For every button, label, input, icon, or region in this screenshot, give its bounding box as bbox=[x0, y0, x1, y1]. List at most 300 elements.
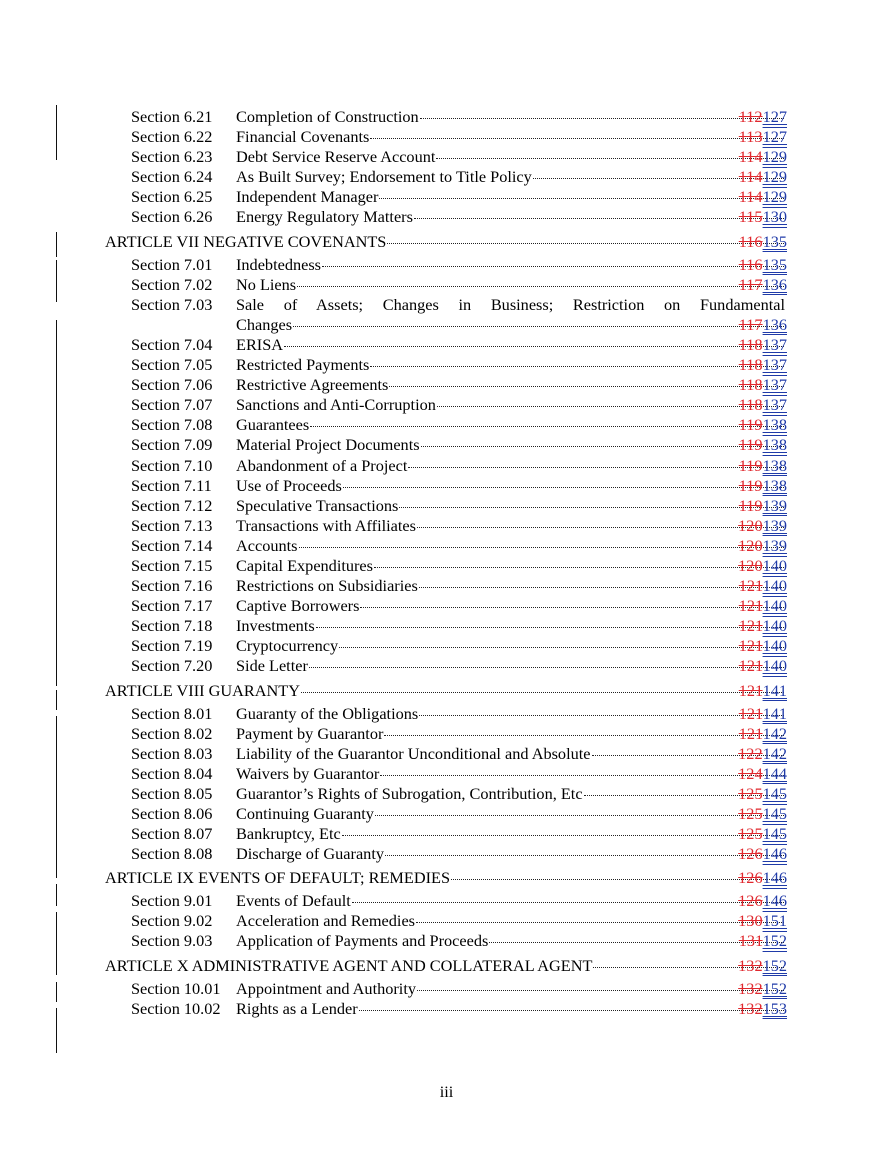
toc-entry-title bbox=[236, 616, 785, 636]
dot-leader bbox=[417, 527, 784, 528]
page-reference[interactable] bbox=[739, 395, 787, 415]
page-reference[interactable] bbox=[739, 456, 787, 476]
toc-entry-title bbox=[236, 107, 785, 127]
dot-leader bbox=[360, 607, 784, 608]
deleted-page-number: 114 bbox=[738, 167, 763, 187]
revision-change-bar bbox=[56, 912, 57, 975]
deleted-page-number: 119 bbox=[738, 415, 763, 435]
inserted-page-number[interactable]: 136 bbox=[762, 314, 787, 334]
deleted-page-number: 120 bbox=[738, 555, 763, 575]
inserted-page-number[interactable]: 141 bbox=[762, 703, 787, 723]
section-title: Restricted Payments bbox=[236, 355, 370, 375]
inserted-page-number[interactable]: 140 bbox=[762, 576, 787, 596]
inserted-page-number[interactable]: 140 bbox=[762, 616, 787, 636]
section-title: Speculative Transactions bbox=[236, 495, 399, 515]
deleted-page-number: 116 bbox=[738, 254, 763, 274]
toc-article-row[interactable] bbox=[0, 228, 893, 255]
toc-section-row[interactable] bbox=[0, 804, 893, 824]
section-number: Section 7.11 bbox=[131, 475, 212, 495]
toc-section-row[interactable] bbox=[0, 536, 893, 556]
toc-section-row[interactable] bbox=[0, 744, 893, 764]
toc-entry-title bbox=[236, 576, 785, 596]
section-number: Section 6.24 bbox=[131, 167, 213, 187]
section-title: No Liens bbox=[236, 274, 297, 294]
inserted-page-number[interactable]: 146 bbox=[762, 868, 787, 888]
page-reference[interactable] bbox=[739, 147, 787, 167]
section-number: Section 8.08 bbox=[131, 844, 213, 864]
deleted-page-number: 118 bbox=[738, 355, 763, 375]
revision-change-bar bbox=[56, 1008, 57, 1053]
toc-entry-title bbox=[105, 864, 785, 891]
toc-section-row[interactable] bbox=[0, 476, 893, 496]
inserted-page-number[interactable]: 145 bbox=[762, 804, 787, 823]
dot-leader bbox=[385, 855, 784, 856]
section-title-line2: Changes bbox=[236, 314, 293, 334]
dot-leader bbox=[419, 587, 784, 588]
toc-entry-title bbox=[236, 556, 785, 576]
revision-change-bar bbox=[56, 232, 57, 257]
section-title: Debt Service Reserve Account bbox=[236, 147, 436, 167]
page-reference[interactable] bbox=[739, 107, 787, 127]
toc-entry-title bbox=[236, 456, 785, 476]
inserted-page-number[interactable]: 135 bbox=[762, 254, 787, 274]
dot-leader bbox=[417, 990, 784, 991]
dot-leader bbox=[380, 775, 784, 776]
revision-change-bar bbox=[56, 982, 57, 1002]
page-reference[interactable] bbox=[739, 275, 787, 295]
inserted-page-number[interactable]: 139 bbox=[762, 495, 787, 515]
deleted-page-number: 115 bbox=[738, 207, 763, 227]
section-number: Section 6.23 bbox=[131, 147, 213, 167]
inserted-page-number[interactable]: 153 bbox=[762, 998, 787, 1018]
inserted-page-number[interactable]: 137 bbox=[762, 355, 787, 375]
toc-section-row[interactable] bbox=[0, 704, 893, 724]
section-number: Section 7.17 bbox=[131, 596, 213, 616]
deleted-page-number: 132 bbox=[738, 955, 763, 975]
section-number: Section 7.07 bbox=[131, 395, 213, 415]
inserted-page-number[interactable]: 129 bbox=[762, 167, 787, 187]
revision-change-bar bbox=[56, 320, 57, 686]
toc-section-row[interactable] bbox=[0, 516, 893, 536]
inserted-page-number[interactable]: 140 bbox=[762, 656, 787, 676]
toc-section-row[interactable] bbox=[0, 395, 893, 415]
page-reference[interactable] bbox=[738, 979, 787, 999]
toc-section-row[interactable] bbox=[0, 931, 893, 951]
inserted-page-number[interactable]: 139 bbox=[762, 515, 787, 535]
section-title: Guaranty of the Obligations bbox=[236, 703, 419, 723]
deleted-page-number: 116 bbox=[738, 231, 763, 251]
toc-entry-title bbox=[236, 891, 785, 911]
inserted-page-number[interactable]: 137 bbox=[762, 334, 787, 354]
page-reference[interactable] bbox=[738, 744, 787, 764]
inserted-page-number[interactable]: 138 bbox=[762, 435, 787, 455]
toc-entry-title bbox=[105, 677, 785, 704]
section-title: Indebtedness bbox=[236, 254, 321, 274]
toc-entry-title bbox=[236, 744, 785, 764]
section-title: Transactions with Affiliates bbox=[236, 515, 416, 535]
section-title: Financial Covenants bbox=[236, 127, 370, 147]
inserted-page-number[interactable]: 127 bbox=[762, 127, 787, 147]
page-reference[interactable] bbox=[739, 375, 787, 395]
page-reference[interactable] bbox=[739, 167, 787, 187]
inserted-page-number[interactable]: 152 bbox=[762, 978, 787, 998]
section-number: Section 8.03 bbox=[131, 743, 213, 763]
inserted-page-number[interactable]: 145 bbox=[762, 783, 787, 803]
dot-leader bbox=[419, 715, 784, 716]
inserted-page-number[interactable]: 146 bbox=[762, 891, 787, 911]
deleted-page-number: 118 bbox=[738, 395, 763, 415]
page-reference[interactable] bbox=[739, 636, 787, 656]
section-number: Section 7.08 bbox=[131, 415, 213, 435]
dot-leader bbox=[342, 835, 784, 836]
inserted-page-number[interactable]: 136 bbox=[762, 274, 787, 294]
toc-entry-title bbox=[105, 952, 785, 979]
section-number: Section 8.04 bbox=[131, 763, 213, 783]
section-number: Section 9.02 bbox=[131, 911, 213, 931]
dot-leader bbox=[284, 346, 784, 347]
section-title: ERISA bbox=[236, 334, 284, 354]
section-number: Section 8.07 bbox=[131, 824, 213, 844]
toc-section-row[interactable] bbox=[0, 415, 893, 435]
inserted-page-number[interactable]: 151 bbox=[762, 911, 787, 931]
page-reference[interactable] bbox=[738, 824, 787, 844]
toc-entry-title bbox=[236, 804, 785, 824]
toc-entry-title bbox=[236, 596, 785, 616]
inserted-page-number[interactable]: 135 bbox=[762, 231, 787, 251]
toc-entry-title bbox=[236, 187, 785, 207]
inserted-page-number[interactable]: 129 bbox=[762, 187, 787, 207]
section-title: Application of Payments and Proceeds bbox=[236, 931, 489, 951]
deleted-page-number: 131 bbox=[738, 931, 763, 951]
dot-leader bbox=[408, 467, 784, 468]
toc-section-row[interactable] bbox=[0, 496, 893, 516]
dot-leader bbox=[421, 446, 784, 447]
toc-section-row[interactable] bbox=[0, 764, 893, 784]
dot-leader bbox=[414, 218, 784, 219]
toc-section-row[interactable] bbox=[0, 127, 893, 147]
deleted-page-number: 125 bbox=[738, 804, 763, 823]
inserted-page-number[interactable]: 137 bbox=[762, 395, 787, 415]
section-number: Section 7.02 bbox=[131, 274, 213, 294]
section-number: Section 7.05 bbox=[131, 355, 213, 375]
page-reference[interactable] bbox=[739, 187, 787, 207]
toc-section-row[interactable] bbox=[0, 335, 893, 355]
deleted-page-number: 130 bbox=[738, 911, 763, 931]
section-title: Completion of Construction bbox=[236, 107, 419, 126]
toc-entry-title bbox=[236, 476, 785, 496]
inserted-page-number[interactable]: 144 bbox=[762, 763, 787, 783]
page-reference[interactable] bbox=[739, 677, 787, 704]
section-number: Section 8.05 bbox=[131, 783, 213, 803]
section-title: Events of Default bbox=[236, 891, 351, 911]
section-title: Accounts bbox=[236, 535, 298, 555]
section-number: Section 8.02 bbox=[131, 723, 213, 743]
page-reference[interactable] bbox=[738, 784, 787, 804]
dot-leader bbox=[436, 158, 784, 159]
section-number: Section 6.22 bbox=[131, 127, 213, 147]
deleted-page-number: 114 bbox=[738, 147, 763, 167]
revision-change-bar bbox=[56, 690, 57, 710]
page-reference[interactable] bbox=[738, 911, 787, 931]
section-title: Captive Borrowers bbox=[236, 596, 360, 616]
dot-leader bbox=[310, 426, 784, 427]
toc-section-row[interactable] bbox=[0, 147, 893, 167]
inserted-page-number[interactable]: 145 bbox=[762, 824, 787, 844]
toc-section-row[interactable] bbox=[0, 435, 893, 455]
inserted-page-number[interactable]: 142 bbox=[762, 743, 787, 763]
page-reference[interactable] bbox=[739, 576, 787, 596]
toc-section-row[interactable] bbox=[0, 255, 893, 275]
deleted-page-number: 119 bbox=[738, 435, 763, 455]
deleted-page-number: 126 bbox=[738, 868, 763, 888]
inserted-page-number[interactable]: 129 bbox=[762, 147, 787, 167]
page-reference[interactable] bbox=[739, 127, 787, 147]
section-number: Section 9.03 bbox=[131, 931, 213, 951]
inserted-page-number[interactable]: 127 bbox=[762, 107, 787, 126]
toc-section-row[interactable] bbox=[0, 275, 893, 295]
page-reference[interactable] bbox=[739, 476, 787, 496]
page-reference[interactable] bbox=[739, 931, 787, 951]
toc-entry-title bbox=[236, 999, 785, 1019]
page-reference[interactable] bbox=[738, 952, 787, 979]
section-number: Section 8.06 bbox=[131, 804, 213, 823]
inserted-page-number[interactable]: 146 bbox=[762, 844, 787, 864]
section-number: Section 6.25 bbox=[131, 187, 213, 207]
section-number: Section 7.12 bbox=[131, 495, 213, 515]
section-number: Section 7.16 bbox=[131, 576, 213, 596]
deleted-page-number: 121 bbox=[738, 636, 763, 656]
dot-leader bbox=[416, 922, 784, 923]
toc-section-row[interactable] bbox=[0, 784, 893, 804]
dot-leader bbox=[297, 286, 784, 287]
dot-leader bbox=[370, 366, 784, 367]
section-number: Section 10.01 bbox=[131, 978, 221, 998]
deleted-page-number: 125 bbox=[738, 824, 763, 844]
toc-entry-title bbox=[236, 315, 785, 335]
toc-entry-title bbox=[236, 636, 785, 656]
page-reference[interactable] bbox=[738, 891, 787, 911]
dot-leader bbox=[309, 667, 784, 668]
section-number: Section 7.14 bbox=[131, 535, 213, 555]
toc-section-row[interactable] bbox=[0, 979, 893, 999]
toc-entry-title bbox=[236, 724, 785, 744]
page-reference[interactable] bbox=[739, 596, 787, 616]
inserted-page-number[interactable]: 139 bbox=[762, 535, 787, 555]
page-reference[interactable] bbox=[739, 435, 787, 455]
toc-entry-title bbox=[236, 147, 785, 167]
section-title: Cryptocurrency bbox=[236, 636, 339, 656]
toc-section-row[interactable] bbox=[0, 167, 893, 187]
toc-section-row[interactable] bbox=[0, 891, 893, 911]
toc-entry-title bbox=[236, 435, 785, 455]
toc-entry-title bbox=[236, 764, 785, 784]
inserted-page-number[interactable]: 152 bbox=[762, 931, 787, 951]
section-title: Capital Expenditures bbox=[236, 555, 373, 575]
toc-section-row[interactable] bbox=[0, 911, 893, 931]
toc-section-row[interactable] bbox=[0, 107, 893, 127]
toc-section-row[interactable] bbox=[0, 375, 893, 395]
toc-entry-title bbox=[236, 496, 785, 516]
page-reference[interactable] bbox=[739, 496, 787, 516]
revision-change-bar bbox=[56, 884, 57, 906]
toc-section-row[interactable] bbox=[0, 616, 893, 636]
inserted-page-number[interactable]: 140 bbox=[762, 596, 787, 616]
revision-change-bar bbox=[56, 716, 57, 878]
inserted-page-number[interactable]: 141 bbox=[762, 680, 787, 700]
toc-section-row[interactable] bbox=[0, 724, 893, 744]
page-reference[interactable] bbox=[738, 999, 787, 1019]
section-title: Discharge of Guaranty bbox=[236, 844, 384, 864]
page-reference[interactable] bbox=[739, 656, 787, 676]
deleted-page-number: 132 bbox=[738, 978, 763, 998]
toc-section-row[interactable] bbox=[0, 456, 893, 476]
section-title: Abandonment of a Project bbox=[236, 455, 408, 475]
section-title: Investments bbox=[236, 616, 315, 636]
dot-leader bbox=[293, 326, 784, 327]
article-title: ARTICLE X ADMINISTRATIVE AGENT AND COLLATERAL AGENT bbox=[105, 955, 593, 975]
dot-leader bbox=[437, 406, 784, 407]
dot-leader bbox=[399, 507, 784, 508]
dot-leader bbox=[384, 735, 784, 736]
toc-section-row[interactable] bbox=[0, 187, 893, 207]
toc-entry-title bbox=[236, 255, 785, 275]
toc-section-row[interactable] bbox=[0, 844, 893, 864]
page-reference[interactable] bbox=[739, 355, 787, 375]
toc-entry-title bbox=[236, 335, 785, 355]
page-reference[interactable] bbox=[738, 864, 787, 891]
page-reference[interactable] bbox=[739, 724, 787, 744]
toc-entry-title bbox=[236, 375, 785, 395]
page-reference[interactable] bbox=[739, 315, 787, 335]
article-title: ARTICLE IX EVENTS OF DEFAULT; REMEDIES bbox=[105, 868, 450, 888]
section-title: Guarantees bbox=[236, 415, 310, 435]
section-number: Section 10.02 bbox=[131, 998, 221, 1018]
dot-leader bbox=[316, 627, 784, 628]
section-title: Waivers by Guarantor bbox=[236, 763, 380, 783]
deleted-page-number: 122 bbox=[738, 743, 763, 763]
dot-leader bbox=[339, 647, 784, 648]
deleted-page-number: 117 bbox=[738, 314, 763, 334]
deleted-page-number: 118 bbox=[738, 334, 763, 354]
revision-change-bar bbox=[56, 105, 57, 160]
toc-section-row[interactable] bbox=[0, 576, 893, 596]
page-reference[interactable] bbox=[738, 516, 787, 536]
section-number: Section 7.10 bbox=[131, 455, 213, 475]
toc-entry-title bbox=[236, 167, 785, 187]
inserted-page-number[interactable]: 138 bbox=[762, 415, 787, 435]
dot-leader bbox=[374, 567, 784, 568]
toc-article-row[interactable] bbox=[0, 864, 893, 891]
deleted-page-number: 118 bbox=[738, 375, 763, 395]
toc-entry-title bbox=[236, 784, 785, 804]
page-reference[interactable] bbox=[738, 764, 787, 784]
toc-entry-title bbox=[236, 844, 785, 864]
toc-section-row[interactable] bbox=[0, 999, 893, 1019]
dot-leader bbox=[375, 815, 784, 816]
toc-section-row[interactable] bbox=[0, 824, 893, 844]
toc-article-row[interactable] bbox=[0, 952, 893, 979]
toc-section-row[interactable] bbox=[0, 556, 893, 576]
page-reference[interactable] bbox=[739, 704, 787, 724]
inserted-page-number[interactable]: 152 bbox=[762, 955, 787, 975]
deleted-page-number: 121 bbox=[738, 596, 763, 616]
page-reference[interactable] bbox=[738, 536, 787, 556]
toc-section-row[interactable] bbox=[0, 295, 893, 335]
deleted-page-number: 126 bbox=[738, 844, 763, 864]
deleted-page-number: 120 bbox=[738, 515, 763, 535]
inserted-page-number[interactable]: 130 bbox=[762, 207, 787, 227]
toc-entry-title bbox=[236, 911, 785, 931]
section-number: Section 7.04 bbox=[131, 334, 213, 354]
deleted-page-number: 126 bbox=[738, 891, 763, 911]
deleted-page-number: 119 bbox=[738, 455, 763, 475]
inserted-page-number[interactable]: 138 bbox=[762, 475, 787, 495]
toc-section-row[interactable] bbox=[0, 596, 893, 616]
section-title: Continuing Guaranty bbox=[236, 804, 374, 823]
inserted-page-number[interactable]: 140 bbox=[762, 555, 787, 575]
toc-entry-title bbox=[236, 824, 785, 844]
article-title: ARTICLE VII NEGATIVE COVENANTS bbox=[105, 231, 387, 251]
toc-section-row[interactable] bbox=[0, 656, 893, 676]
section-title: Bankruptcy, Etc bbox=[236, 824, 341, 844]
toc-section-row[interactable] bbox=[0, 207, 893, 227]
page-reference[interactable] bbox=[738, 844, 787, 864]
deleted-page-number: 117 bbox=[738, 274, 763, 294]
dot-leader bbox=[451, 879, 784, 880]
section-number: Section 7.15 bbox=[131, 555, 213, 575]
toc-entry-title bbox=[236, 516, 785, 536]
inserted-page-number[interactable]: 142 bbox=[762, 723, 787, 743]
page-reference[interactable] bbox=[739, 207, 787, 227]
page-reference[interactable] bbox=[739, 228, 787, 255]
toc-entry-title bbox=[236, 415, 785, 435]
inserted-page-number[interactable]: 137 bbox=[762, 375, 787, 395]
section-title-line1: Sale of Assets; Changes in Business; Restriction on Fundamental bbox=[236, 294, 785, 314]
section-number: Section 9.01 bbox=[131, 891, 213, 911]
deleted-page-number: 121 bbox=[738, 723, 763, 743]
section-title: Sanctions and Anti-Corruption bbox=[236, 395, 436, 415]
page-reference[interactable] bbox=[738, 556, 787, 576]
inserted-page-number[interactable]: 140 bbox=[762, 636, 787, 656]
section-number: Section 7.09 bbox=[131, 435, 213, 455]
toc-section-row[interactable] bbox=[0, 636, 893, 656]
deleted-page-number: 112 bbox=[738, 107, 763, 126]
section-number: Section 7.06 bbox=[131, 375, 213, 395]
toc-section-row[interactable] bbox=[0, 355, 893, 375]
deleted-page-number: 121 bbox=[738, 703, 763, 723]
section-title: Restrictions on Subsidiaries bbox=[236, 576, 418, 596]
dot-leader bbox=[420, 118, 784, 119]
page-reference[interactable] bbox=[739, 616, 787, 636]
inserted-page-number[interactable]: 138 bbox=[762, 455, 787, 475]
toc-entry-title bbox=[236, 275, 785, 295]
dot-leader bbox=[387, 243, 784, 244]
toc-entry-title bbox=[236, 979, 785, 999]
section-number: Section 7.19 bbox=[131, 636, 213, 656]
dot-leader bbox=[389, 386, 784, 387]
page-reference[interactable] bbox=[739, 415, 787, 435]
dot-leader bbox=[322, 266, 784, 267]
page-reference[interactable] bbox=[738, 804, 787, 824]
toc-article-row[interactable] bbox=[0, 677, 893, 704]
deleted-page-number: 121 bbox=[738, 616, 763, 636]
dot-leader bbox=[301, 692, 784, 693]
deleted-page-number: 124 bbox=[738, 763, 763, 783]
page-reference[interactable] bbox=[739, 255, 787, 275]
section-number: Section 7.13 bbox=[131, 515, 213, 535]
deleted-page-number: 114 bbox=[738, 187, 763, 207]
page-reference[interactable] bbox=[739, 335, 787, 355]
